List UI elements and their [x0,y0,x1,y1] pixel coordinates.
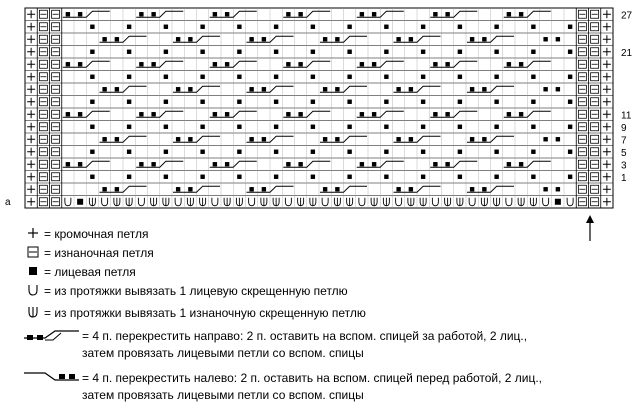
knit-stitch [396,137,400,141]
knit-stitch [568,150,572,154]
chart-labels [5,10,633,208]
knit-stitch [470,137,474,141]
knit-stitch [200,50,204,54]
knit-stitch [237,175,241,179]
knit-stitch [164,175,168,179]
knit-stitch [127,75,131,79]
knit-stitch [507,162,511,166]
knit-stitch [188,137,192,141]
legend-text: = 4 п. перекрестить направо: 2 п. оставить на вспом. спицей за работой, 2 лиц., [82,329,528,343]
knit-stitch [568,25,572,29]
knit-stitch [372,62,376,66]
filled-square-icon [22,264,44,278]
start-arrow-icon [584,215,596,241]
knit-stitch [274,150,278,154]
knit-stitch [445,12,449,16]
knit-stitch [188,187,192,191]
knit-stitch [127,150,131,154]
legend-text: затем провязать лицевыми петли со вспом. спицы [82,388,364,402]
knit-stitch [78,62,82,66]
knit-stitch [323,87,327,91]
knit-stitch [213,112,217,116]
knit-stitch [77,199,83,205]
knit-stitch [286,12,290,16]
knit-stitch [237,50,241,54]
knit-stitch [262,37,266,41]
knit-stitch [311,125,315,129]
knit-stitch [519,12,523,16]
knit-stitch [66,62,70,66]
knit-stitch [335,137,339,141]
knit-stitch [225,162,229,166]
knit-stitch [445,162,449,166]
knit-stitch [323,187,327,191]
knit-stitch [360,62,364,66]
knit-stitch [494,100,498,104]
knit-stitch [213,62,217,66]
knit-stitch [127,125,131,129]
knit-stitch [102,37,106,41]
knit-stitch [421,50,425,54]
knit-stitch [384,175,388,179]
twisted-knit-stitch [138,198,144,206]
knit-stitch [286,162,290,166]
knit-stitch [519,112,523,116]
knit-stitch [78,112,82,116]
knit-stitch [115,87,119,91]
legend-item-twisted-purl [22,305,366,321]
knit-stitch [433,62,437,66]
knit-stitch [90,125,94,129]
knit-stitch [115,37,119,41]
twisted-knit-stitch [506,198,512,206]
knit-stitch [151,162,155,166]
knit-stitch [127,100,131,104]
knit-stitch [458,175,462,179]
knit-stitch [66,12,70,16]
knit-stitch [421,125,425,129]
knit-stitch [482,187,486,191]
knit-stitch [421,75,425,79]
knit-stitch [102,137,106,141]
u-loop-icon [22,283,44,297]
knit-stitch [311,25,315,29]
knit-stitch [78,12,82,16]
knit-stitch [347,150,351,154]
knit-stitch [470,87,474,91]
knit-stitch [384,150,388,154]
cable-left-icon [22,370,82,384]
knit-stitch [568,175,572,179]
knit-stitch [531,125,535,129]
knit-stitch [347,100,351,104]
knit-stitch [102,187,106,191]
row-number: 7 [621,135,627,147]
knit-stitch [262,87,266,91]
row-marker-letter: a [5,196,11,208]
knit-stitch [372,162,376,166]
knit-stitch [421,175,425,179]
knit-stitch [470,37,474,41]
knit-stitch [421,150,425,154]
knit-stitch [237,150,241,154]
knit-stitch [494,175,498,179]
knit-stitch [237,100,241,104]
knit-stitch [102,87,106,91]
knit-stitch [274,50,278,54]
knit-stitch [335,187,339,191]
knit-stitch [127,175,131,179]
knit-stitch [384,100,388,104]
knit-stitch [249,87,253,91]
knit-stitch [458,25,462,29]
twisted-knit-stitch [175,198,181,206]
knit-stitch [568,50,572,54]
knit-stitch [274,125,278,129]
knit-stitch [274,100,278,104]
legend-text: = 4 п. перекрестить налево: 2 п. оставить на вспом. спицей перед работой, 2 лиц., [82,371,543,385]
legend-text: = из протяжки вывязать 1 лицевую скрещенную петлю [44,284,348,298]
knit-stitch [335,87,339,91]
knit-stitch [384,75,388,79]
knit-stitch [286,112,290,116]
row-number: 27 [621,10,633,22]
knit-stitch [482,137,486,141]
knit-stitch [445,112,449,116]
knit-stitch [445,62,449,66]
knit-stitch [458,150,462,154]
knit-stitch [531,75,535,79]
row-number: 3 [621,160,627,172]
knit-stitch [237,25,241,29]
knit-stitch [164,100,168,104]
knit-stitch [409,137,413,141]
knit-stitch [90,100,94,104]
twisted-knit-stitch [249,198,255,206]
knit-stitch [249,37,253,41]
knit-stitch [433,162,437,166]
legend-text: = лицевая петля [44,265,136,279]
twisted-knit-stitch [65,198,71,206]
knit-stitch [164,75,168,79]
knit-stitch [298,112,302,116]
knit-stitch [347,175,351,179]
knit-stitch [360,162,364,166]
knit-stitch [176,37,180,41]
row-number: 11 [621,110,632,122]
knit-stitch [347,125,351,129]
knit-stitch [90,75,94,79]
knit-stitch [494,150,498,154]
knit-stitch [396,187,400,191]
legend-text: = кромочная петля [44,227,149,241]
row-number: 1 [621,172,627,184]
knit-stitch [531,175,535,179]
twisted-knit-stitch [322,198,328,206]
knit-stitch [176,137,180,141]
twisted-knit-stitch [212,198,218,206]
knit-stitch [225,112,229,116]
knit-stitch [409,87,413,91]
twisted-knit-stitch [396,198,402,206]
knit-stitch [127,50,131,54]
knit-stitch [556,137,560,141]
chart-grid [25,8,613,208]
knit-stitch [433,12,437,16]
knit-stitch [249,137,253,141]
cable-right-icon [22,328,82,342]
knit-stitch [298,62,302,66]
legend-item-edge [22,226,149,242]
knit-stitch [274,175,278,179]
knit-stitch [164,150,168,154]
knit-stitch [458,100,462,104]
knit-stitch [237,125,241,129]
knit-stitch [421,25,425,29]
knit-stitch [556,187,560,191]
knit-stitch [188,87,192,91]
knit-stitch [225,62,229,66]
legend-item-twisted-knit [22,283,348,299]
knit-stitch [470,187,474,191]
legend-text: затем провязать лицевыми петли со вспом. спицы [82,346,364,360]
knit-stitch [90,50,94,54]
knit-stitch [200,150,204,154]
knit-stitch [90,150,94,154]
twisted-knit-stitch [102,198,108,206]
knit-stitch [176,187,180,191]
knit-stitch [151,62,155,66]
knit-stitch [543,137,547,141]
legend-text: = из протяжки вывязать 1 изнаночную скрещенную петлю [44,306,366,320]
knit-stitch [311,75,315,79]
knit-stitch [555,199,561,205]
twisted-knit-stitch [285,198,291,206]
knit-stitch [151,112,155,116]
knit-stitch [507,12,511,16]
knit-stitch [78,162,82,166]
knit-stitch [458,75,462,79]
plus-icon [22,226,44,240]
knit-stitch [151,12,155,16]
knit-stitch [519,62,523,66]
knit-stitch [458,50,462,54]
knit-stitch [372,112,376,116]
knit-stitch [507,112,511,116]
knit-stitch [323,137,327,141]
knit-stitch [90,25,94,29]
knit-stitch [127,25,131,29]
knit-stitch [225,12,229,16]
knit-stitch [262,187,266,191]
knit-stitch [531,50,535,54]
knit-stitch [311,175,315,179]
knit-stitch [274,75,278,79]
knit-stitch [311,50,315,54]
knit-stitch [396,37,400,41]
row-number: 9 [621,122,627,134]
knit-stitch [556,87,560,91]
knit-stitch [115,187,119,191]
twisted-knit-stitch [432,198,438,206]
knit-stitch [311,150,315,154]
knit-stitch [200,25,204,29]
twisted-knit-stitch [543,198,549,206]
knit-stitch [274,25,278,29]
knit-stitch [139,112,143,116]
knit-stitch [543,87,547,91]
knit-stitch [249,187,253,191]
knit-stitch [139,62,143,66]
legend-text: = изнаночная петля [44,246,154,260]
knit-stitch [200,100,204,104]
knit-stitch [396,87,400,91]
knit-stitch [531,150,535,154]
knit-stitch [298,12,302,16]
knit-stitch [543,37,547,41]
knit-stitch [568,75,572,79]
knit-stitch [494,125,498,129]
knit-stitch [311,100,315,104]
legend-item-purl [22,245,154,261]
boxed-minus-icon [22,245,44,259]
knit-stitch [384,125,388,129]
twisted-knit-stitch [567,198,573,206]
knit-stitch [384,50,388,54]
knit-stitch [494,75,498,79]
knit-stitch [213,162,217,166]
twisted-knit-stitch [359,198,365,206]
knit-stitch [568,100,572,104]
knit-stitch [360,12,364,16]
legend-item-knit [22,264,136,280]
legend-item-cable-left [22,370,542,404]
knit-stitch [90,175,94,179]
knit-stitch [298,162,302,166]
legend-item-cable-right [22,328,527,362]
knit-stitch [164,25,168,29]
knit-stitch [531,25,535,29]
knit-stitch [66,162,70,166]
u-stroke-icon [22,305,44,319]
knit-stitch [139,12,143,16]
row-number: 21 [621,47,633,59]
knit-stitch [372,12,376,16]
knit-stitch [176,87,180,91]
knit-stitch [482,87,486,91]
knit-stitch [507,62,511,66]
knit-stitch [519,162,523,166]
knit-stitch [458,125,462,129]
knit-stitch [262,137,266,141]
knit-stitch [347,50,351,54]
knit-stitch [164,50,168,54]
knit-stitch [347,75,351,79]
knit-stitch [409,187,413,191]
knit-stitch [188,37,192,41]
knit-stitch [164,125,168,129]
knit-stitch [335,37,339,41]
row-number: 5 [621,147,627,159]
knit-stitch [286,62,290,66]
knit-stitch [482,37,486,41]
knit-stitch [409,37,413,41]
knit-stitch [556,37,560,41]
knit-stitch [66,112,70,116]
knit-stitch [421,100,425,104]
knit-stitch [433,112,437,116]
knit-stitch [323,37,327,41]
knit-stitch [531,100,535,104]
knit-stitch [494,50,498,54]
knit-stitch [139,162,143,166]
knit-stitch [200,125,204,129]
knit-stitch [568,125,572,129]
knit-stitch [494,25,498,29]
knit-stitch [200,175,204,179]
knit-stitch [237,75,241,79]
knit-stitch [200,75,204,79]
knit-stitch [360,112,364,116]
knit-stitch [384,25,388,29]
twisted-knit-stitch [469,198,475,206]
knit-stitch [213,12,217,16]
knit-stitch [543,187,547,191]
knit-stitch [115,137,119,141]
knit-stitch [347,25,351,29]
